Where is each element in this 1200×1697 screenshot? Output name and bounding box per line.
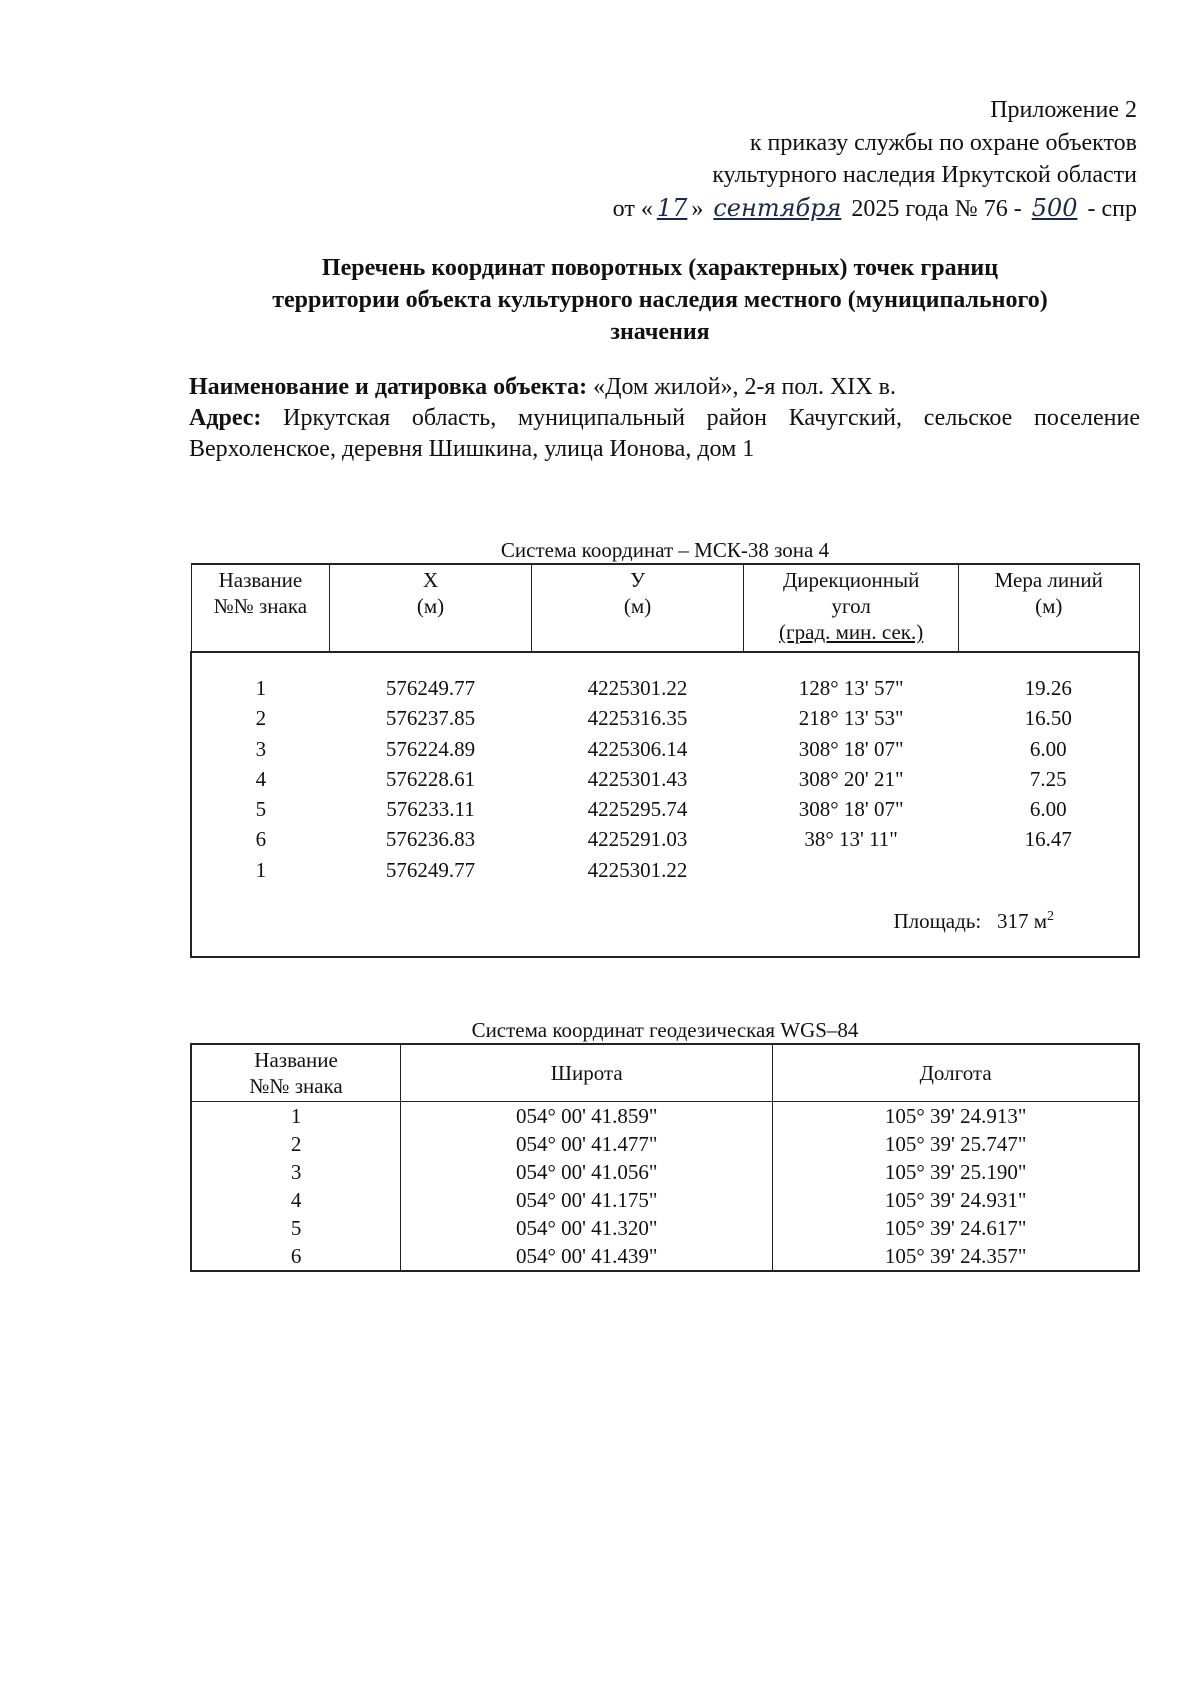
msk-coordinates-table xyxy=(190,563,1140,958)
table-row xyxy=(191,854,1139,884)
table1-caption: Система координат – МСК-38 зона 4 xyxy=(500,538,830,562)
date-suffix: 2025 года № 76 - xyxy=(851,195,1022,222)
cell-n: 1 xyxy=(255,676,267,701)
cell-lon: 105° 39' 25.190" xyxy=(773,1158,1139,1186)
object-name-value: «Дом жилой», 2-я пол. XIX в. xyxy=(593,374,896,400)
table-row xyxy=(191,703,1139,733)
table-row xyxy=(191,733,1139,763)
address-value: Иркутская область, муниципальный район Качугский, сельское поселение Верхоленское, деревня Шишкина, улица Ионова, дом 1 xyxy=(189,405,1141,462)
area-row xyxy=(191,885,1139,957)
cell-n: 3 xyxy=(255,736,267,761)
table-row xyxy=(191,1158,1139,1186)
table2-caption: Система координат геодезическая WGS–84 xyxy=(471,1018,859,1042)
document-title xyxy=(180,252,1140,348)
cell-len: 6.00 xyxy=(1029,797,1067,822)
handwritten-order-number: 500 xyxy=(1031,193,1078,222)
cell-n: 6 xyxy=(191,1242,401,1271)
cell-n: 3 xyxy=(191,1158,401,1186)
table-row xyxy=(191,1242,1139,1271)
cell-x: 576224.89 xyxy=(385,736,476,761)
cell-x: 576236.83 xyxy=(385,827,476,852)
table-row xyxy=(191,794,1139,824)
area-label: Площадь: xyxy=(893,909,982,934)
cell-y: 4225301.22 xyxy=(587,857,688,882)
object-name-label: Наименование и датировка объекта: xyxy=(189,374,588,400)
table-row xyxy=(191,1130,1139,1158)
cell-lon: 105° 39' 25.747" xyxy=(773,1130,1139,1158)
date-mid: » xyxy=(691,195,704,222)
header-longitude: Долгота xyxy=(773,1044,1139,1102)
cell-angle: 308° 18' 07" xyxy=(798,736,904,761)
cell-n: 2 xyxy=(255,706,267,731)
header-x: X (м) xyxy=(330,564,532,652)
table-row xyxy=(191,1214,1139,1242)
cell-lat: 054° 00' 41.477" xyxy=(401,1130,773,1158)
cell-angle: 38° 13' 11" xyxy=(804,827,898,852)
cell-angle: 308° 18' 07" xyxy=(798,797,904,822)
order-suffix: - спр xyxy=(1087,195,1137,222)
table-row xyxy=(191,824,1139,854)
cell-angle: 218° 13' 53" xyxy=(798,706,904,731)
cell-n: 6 xyxy=(255,827,267,852)
cell-lon: 105° 39' 24.357" xyxy=(773,1242,1139,1271)
cell-n: 4 xyxy=(255,766,267,791)
cell-angle: 128° 13' 57" xyxy=(798,676,904,701)
cell-angle xyxy=(744,854,959,884)
cell-angle: 308° 20' 21" xyxy=(798,766,904,791)
cell-x: 576233.11 xyxy=(386,797,475,822)
cell-lon: 105° 39' 24.617" xyxy=(773,1214,1139,1242)
cell-lat: 054° 00' 41.859" xyxy=(401,1102,773,1131)
cell-n: 5 xyxy=(255,797,267,822)
cell-lat: 054° 00' 41.056" xyxy=(401,1158,773,1186)
cell-y: 4225291.03 xyxy=(587,827,688,852)
cell-lon: 105° 39' 24.913" xyxy=(773,1102,1139,1131)
cell-x: 576249.77 xyxy=(385,857,476,882)
cell-len: 16.47 xyxy=(1024,827,1072,852)
cell-x: 576249.77 xyxy=(385,676,476,701)
cell-n: 1 xyxy=(191,1102,401,1131)
appendix-title: Приложение 2 xyxy=(990,97,1137,123)
area-value: 317 м xyxy=(996,909,1047,934)
title-line-1: Перечень координат поворотных (характерных) точек границ xyxy=(321,255,999,281)
table1-header-row xyxy=(191,564,1139,652)
cell-n: 5 xyxy=(191,1214,401,1242)
handwritten-month: сентября xyxy=(713,193,842,222)
header-y: У (м) xyxy=(531,564,744,652)
table-row xyxy=(191,1186,1139,1214)
cell-lat: 054° 00' 41.175" xyxy=(401,1186,773,1214)
address-label: Адрес: xyxy=(189,405,262,431)
appendix-header xyxy=(613,94,1137,225)
cell-len: 19.26 xyxy=(1024,676,1072,701)
header-direction-angle: Дирекционный угол (град. мин. сек.) xyxy=(744,564,959,652)
appendix-date-line xyxy=(613,192,1137,226)
cell-x: 576237.85 xyxy=(385,706,476,731)
cell-x: 576228.61 xyxy=(385,766,476,791)
title-line-3: значения xyxy=(610,319,710,345)
handwritten-day: 17 xyxy=(656,193,688,222)
cell-len: 16.50 xyxy=(1024,706,1072,731)
area-power: 2 xyxy=(1047,909,1054,925)
cell-len xyxy=(958,854,1139,884)
table-row xyxy=(191,1102,1139,1131)
cell-y: 4225295.74 xyxy=(587,797,688,822)
table-row xyxy=(191,673,1139,703)
cell-y: 4225301.22 xyxy=(587,676,688,701)
wgs84-coordinates-table xyxy=(190,1043,1140,1272)
table2-header-row xyxy=(191,1044,1139,1102)
title-line-2: территории объекта культурного наследия местного (муниципального) xyxy=(272,287,1048,313)
appendix-agency: культурного наследия Иркутской области xyxy=(712,162,1137,188)
cell-lat: 054° 00' 41.439" xyxy=(401,1242,773,1271)
cell-lon: 105° 39' 24.931" xyxy=(773,1186,1139,1214)
cell-len: 7.25 xyxy=(1029,766,1067,791)
table-row xyxy=(191,764,1139,794)
cell-n: 4 xyxy=(191,1186,401,1214)
header-point-name: Название №№ знака xyxy=(191,564,330,652)
appendix-order-ref: к приказу службы по охране объектов xyxy=(749,129,1137,156)
area-cell xyxy=(191,885,1139,957)
cell-y: 4225301.43 xyxy=(587,766,688,791)
object-name-line xyxy=(189,372,1140,403)
header-line-length: Мера линий (м) xyxy=(958,564,1139,652)
object-address-line xyxy=(189,403,1140,465)
object-info xyxy=(189,372,1140,465)
header-latitude: Широта xyxy=(401,1044,773,1102)
cell-lat: 054° 00' 41.320" xyxy=(401,1214,773,1242)
cell-len: 6.00 xyxy=(1029,736,1067,761)
header-point-name: Название №№ знака xyxy=(191,1044,401,1102)
cell-y: 4225306.14 xyxy=(587,736,688,761)
cell-n: 1 xyxy=(255,857,267,882)
cell-y: 4225316.35 xyxy=(587,706,688,731)
cell-n: 2 xyxy=(191,1130,401,1158)
date-prefix: от « xyxy=(612,195,653,222)
